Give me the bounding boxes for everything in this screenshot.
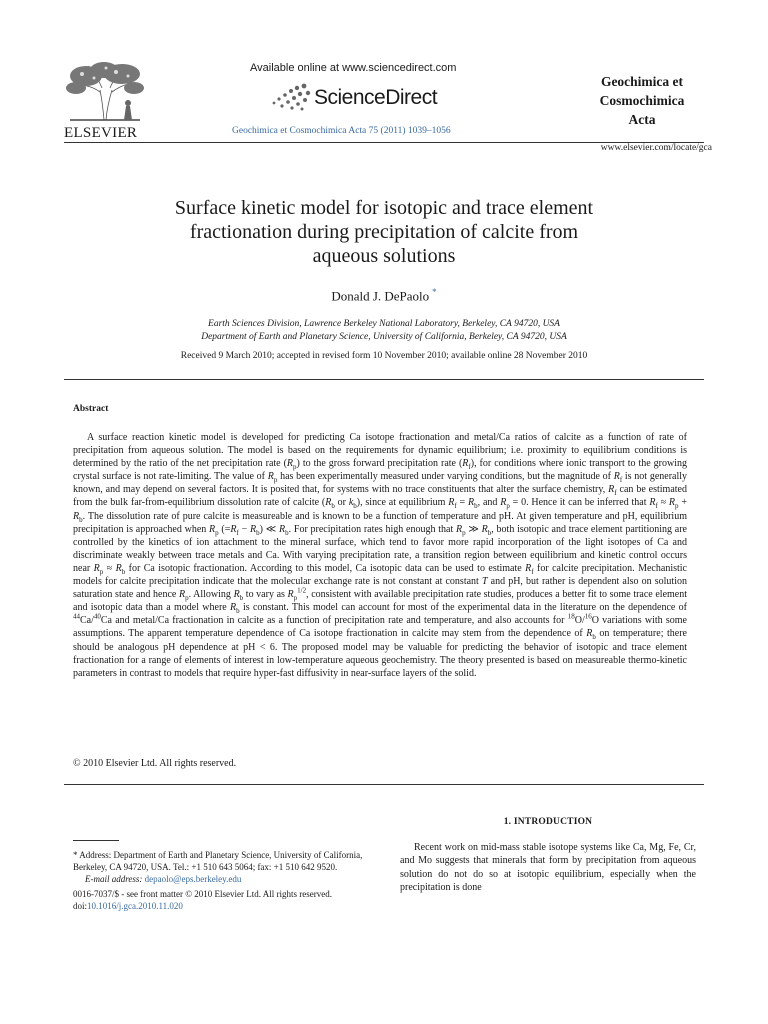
title-divider	[64, 379, 704, 380]
abstract-divider	[64, 784, 704, 785]
sciencedirect-wordmark: ScienceDirect	[314, 86, 438, 109]
abstract-heading: Abstract	[73, 404, 109, 414]
elsevier-tree-logo-icon	[64, 60, 146, 122]
article-title-line: fractionation during precipitation of calcite from	[189, 221, 579, 243]
email-link[interactable]: depaolo@eps.berkeley.edu	[144, 874, 242, 885]
front-matter-block	[73, 888, 373, 912]
affiliation-2: Department of Earth and Planetary Science, University of California, Berkeley, CA 94720, USA	[201, 332, 567, 342]
abstract-copyright: © 2010 Elsevier Ltd. All rights reserved.	[73, 758, 237, 769]
sciencedirect-logo[interactable]	[270, 80, 470, 114]
journal-title-line: Geochimica et	[600, 74, 684, 89]
received-dates: Received 9 March 2010; accepted in revised form 10 November 2010; available online 28 November 2010	[180, 351, 588, 361]
sciencedirect-dots-icon	[270, 82, 312, 112]
available-online-text[interactable]: Available online at www.sciencedirect.com	[250, 62, 457, 74]
author-line	[100, 287, 668, 304]
doi-link[interactable]: 10.1016/j.gca.2010.11.020	[87, 901, 183, 912]
affiliation-1: Earth Sciences Division, Lawrence Berkeley National Laboratory, Berkeley, CA 94720, USA	[208, 319, 560, 329]
footnote-email-line	[73, 873, 369, 885]
footnote-divider	[73, 840, 119, 841]
article-title	[100, 196, 668, 268]
article-title-line: aqueous solutions	[312, 245, 456, 267]
journal-title	[572, 72, 712, 129]
journal-citation[interactable]: Geochimica et Cosmochimica Acta 75 (2011) 1039–1056	[232, 126, 451, 136]
publisher-name: ELSEVIER	[64, 125, 138, 141]
section-heading-introduction: 1. INTRODUCTION	[503, 817, 593, 827]
introduction-paragraph: Recent work on mid-mass stable isotope systems like Ca, Mg, Fe, Cr, and Mo suggests that minerals that form by precipitation from aqueous solution do not do so at isotopic equilibrium, especially when the precipitation is done	[400, 842, 696, 894]
author-footnote-mark[interactable]: *	[432, 287, 437, 297]
doi-prefix: doi:	[73, 901, 88, 912]
author-footnote	[73, 849, 369, 886]
journal-title-line: Acta	[628, 112, 656, 127]
abstract-body: A surface reaction kinetic model is developed for predicting Ca isotope fractionation and metal/Ca ratios of calcite as a function of rate of precipitation from aqueous solution. The model is based on the requirements for dynamic equilibrium; i.e. proximity to equilibrium conditions is determined by the ratio of the net precipitation rate $(R_p)$ to the gross forward precipitation rate $(R_f)$, for conditions where ionic transport to the growing crystal surface is not rate-limiting. The value of $R_p$ has been experimentally measured under varying conditions, but the magnitude of $R_f$ is not generally known, and may depend on several factors. It is posited that, for systems with no trace constituents that alter the surface chemistry, $R_f$ can be estimated from the bulk far-from-equilibrium dissolution rate of calcite ($R_b$ or $k_b$), since at equilibrium $R_f = R_b$, and $R_p = 0$. Hence it can be inferred that $R_f \approx R_p + R_b$. The dissolution rate of pure calcite is measureable and is known to be a function of temperature and pH. At given temperature and pH, equilibrium precipitation is approached when $R_p$ $(=R_f - R_b)$ ≪ $R_b$. For precipitation rates high enough that $R_p$ ≫ $R_b$, both isotopic and trace element partitioning are controlled by the kinetics of ion attachment to the mineral surface, which tend to favor more rapid incorporation of the light isotopes of Ca and discriminate weakly between trace metals and Ca. With varying precipitation rate, a transition region between equilibrium and kinetic control occurs near $R_p \approx R_b$ for Ca isotopic fractionation. According to this model, Ca isotopic data can be used to estimate $R_f$ for calcite precipitation. Mechanistic models for calcite precipitation indicate that the molecular exchange rate is not constant at constant T and pH, but rather is dependent also on solution saturation state and hence $R_p$. Allowing $R_b$ to vary as $R_p^{1/2}$, consistent with available precipitation rate studies, produces a better fit to some trace element and isotopic data than a model where $R_b$ is constant. This model can account for most of the experimental data in the literature on the dependence of $^{44}$Ca/$^{40}$Ca and metal/Ca fractionation in calcite as a function of precipitation rate and temperature, and also accounts for $^{18}$O/$^{16}$O variations with some assumptions. The apparent temperature dependence of Ca isotope fractionation in calcite may stem from the dependence of $R_b$ on temperature; there should be analogous pH dependence at pH < 6. The proposed model may be valuable for predicting the behavior of isotopic and trace element fractionation for a range of elements of interest in low-temperature aqueous geochemistry. The theory presented is based on measureable thermo-kinetic parameters in contrast to models that require hyper-fast diffusivity in near-surface layers of the solid.	[73, 432, 688, 679]
author-name: Donald J. DePaolo	[331, 288, 430, 304]
footnote-address: * Address: Department of Earth and Planetary Science, University of California, Berkeley, CA 94720, USA. Tel.: +1 510 643 5064; fax: +1 510 642 9520.	[73, 850, 363, 873]
journal-url[interactable]: www.elsevier.com/locate/gca	[600, 143, 712, 153]
article-title-line: Surface kinetic model for isotopic and trace element	[174, 197, 594, 219]
journal-title-line: Cosmochimica	[599, 93, 685, 108]
email-label: E-mail address:	[85, 874, 143, 885]
doi-line	[73, 900, 373, 912]
front-matter-text: 0016-7037/$ - see front matter © 2010 Elsevier Ltd. All rights reserved.	[73, 889, 333, 899]
